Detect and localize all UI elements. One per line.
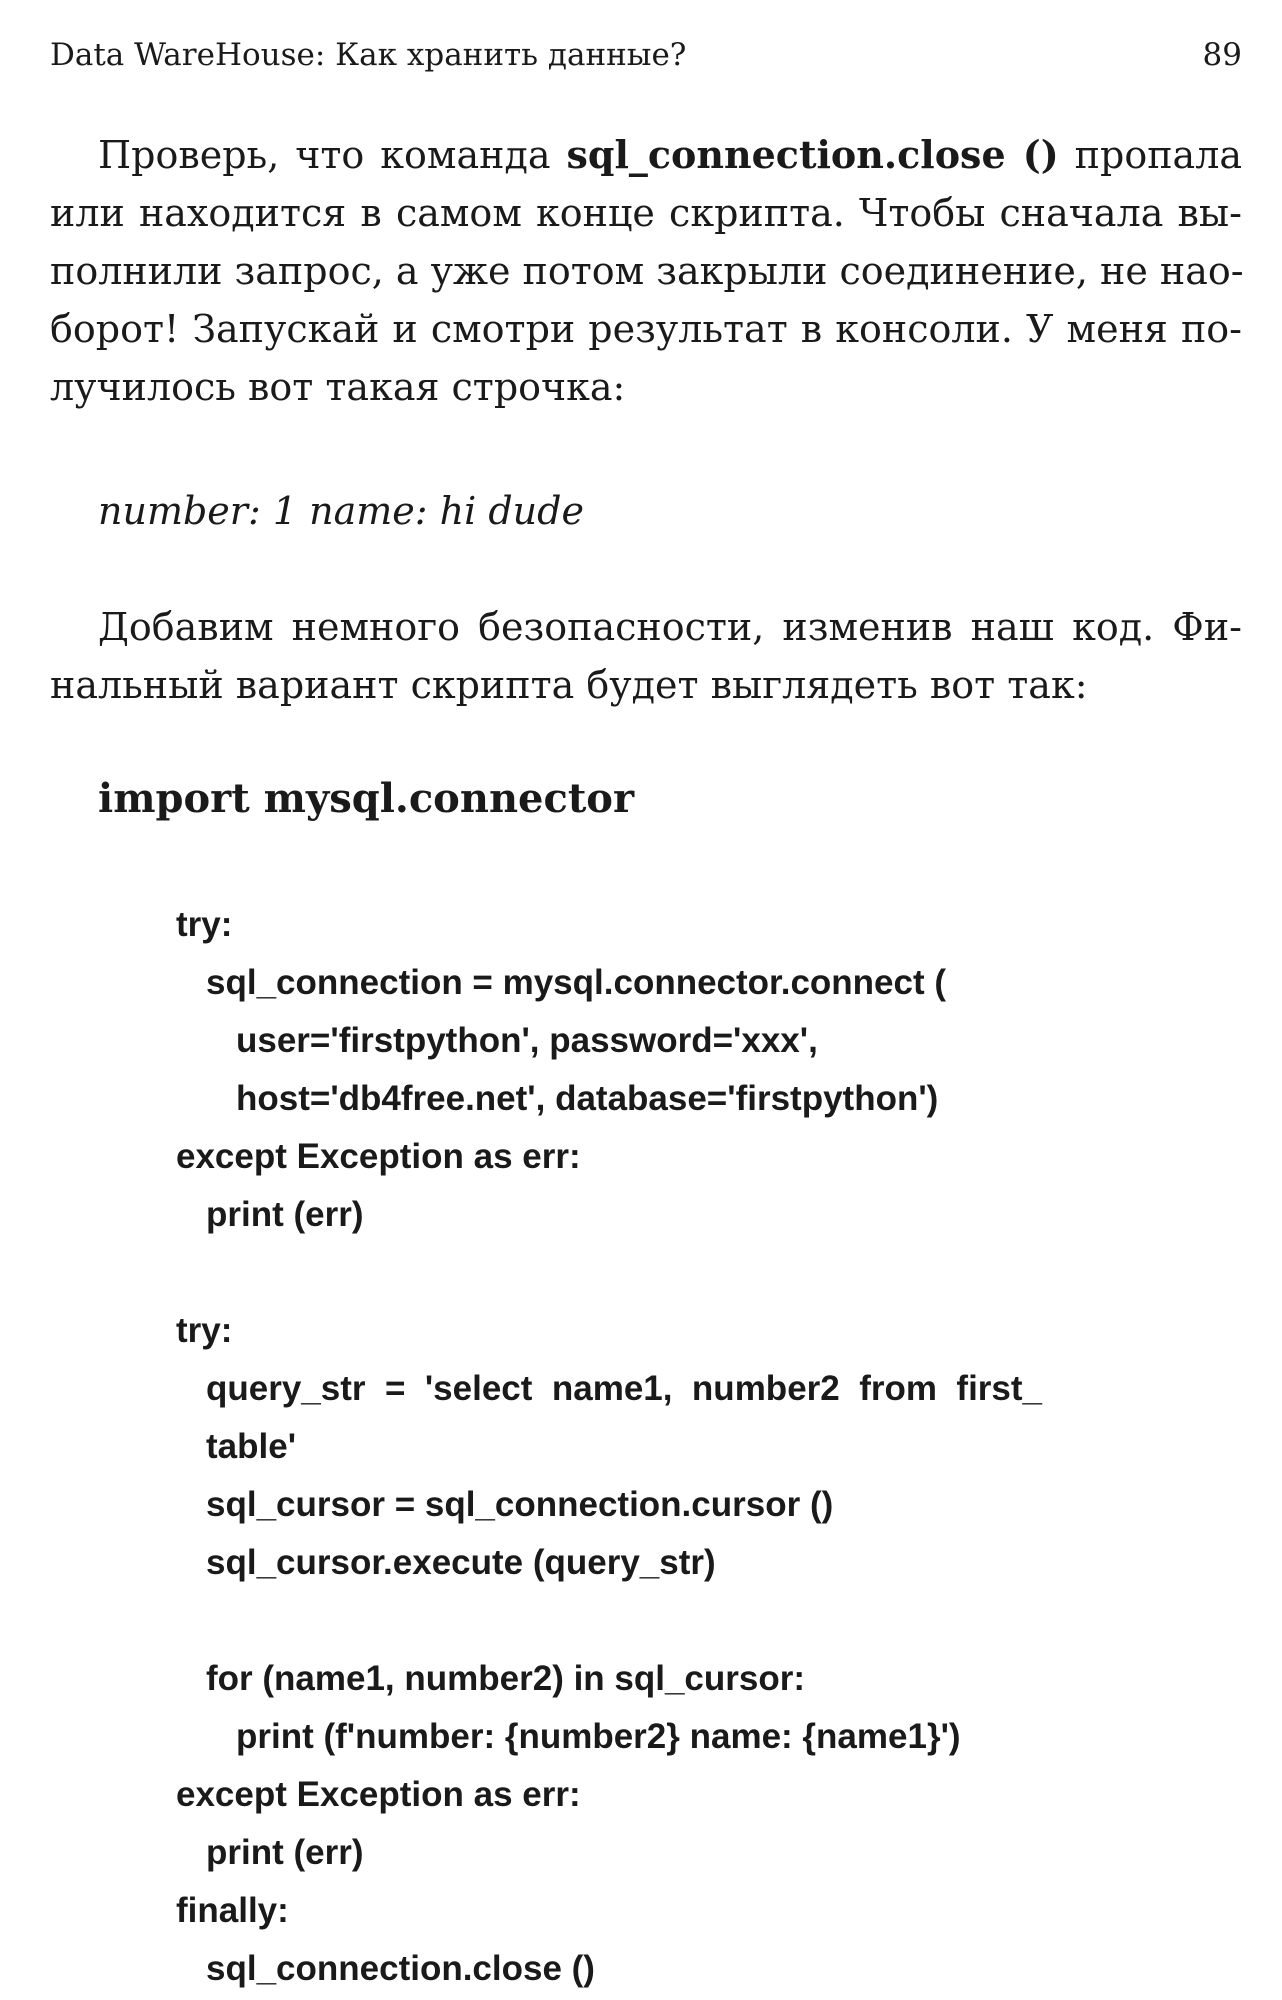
code-line: sql_cursor = sql_connection.cursor () — [206, 1485, 834, 1524]
running-title: Data WareHouse: Как хранить данные? — [50, 37, 687, 73]
code-line: except Exception as err: — [176, 1775, 581, 1814]
paragraph-line: лучилось вот такая строчка: — [50, 365, 626, 409]
code-line: user='firstpython', password='xxx', — [236, 1021, 818, 1060]
code-line: print (f'number: {number2} name: {name1}') — [236, 1717, 961, 1756]
code-line: sql_connection = mysql.connector.connect ( — [206, 963, 947, 1002]
paragraph-line: Добавим немного безопасности, изменив наш код. Фи- — [98, 605, 1242, 649]
code-line: print (err) — [206, 1833, 364, 1872]
running-head — [50, 30, 1242, 80]
paragraph-final-script — [50, 598, 1242, 714]
code-line: for (name1, number2) in sql_cursor: — [206, 1659, 806, 1698]
code-line: finally: — [176, 1891, 289, 1930]
paragraph-line: Проверь, что команда sql_connection.close () пропала — [98, 132, 1242, 177]
paragraph-line: борот! Запускай и смотри результат в консоли. У меня по- — [50, 307, 1242, 351]
page-number: 89 — [1202, 37, 1242, 73]
code-line: query_str = 'select name1, number2 from first_ — [206, 1369, 1043, 1408]
code-line: except Exception as err: — [176, 1137, 581, 1176]
code-line: print (err) — [206, 1195, 364, 1234]
code-line: sql_cursor.execute (query_str) — [206, 1543, 716, 1582]
paragraph-check-close — [50, 126, 1242, 416]
inline-code-sql-connection-close: sql_connection.close () — [566, 132, 1059, 177]
code-blank-line — [176, 1244, 1176, 1302]
paragraph-line: полнили запрос, а уже потом закрыли соединение, не нао- — [50, 249, 1244, 293]
code-blank-line — [176, 1592, 1176, 1650]
code-line: try: — [176, 1311, 233, 1350]
paragraph-line: нальный вариант скрипта будет выглядеть вот так: — [50, 663, 1088, 707]
code-line: try: — [176, 905, 233, 944]
code-line: host='db4free.net', database='firstpython') — [236, 1079, 939, 1118]
paragraph-line: или находится в самом конце скрипта. Чтобы сначала вы- — [50, 191, 1242, 235]
console-output-example: number: 1 name: hi dude — [98, 489, 584, 533]
code-import-line: import mysql.connector — [98, 775, 635, 822]
code-block — [176, 896, 1176, 1998]
code-line: sql_connection.close () — [206, 1949, 595, 1988]
code-line: table' — [206, 1427, 297, 1466]
